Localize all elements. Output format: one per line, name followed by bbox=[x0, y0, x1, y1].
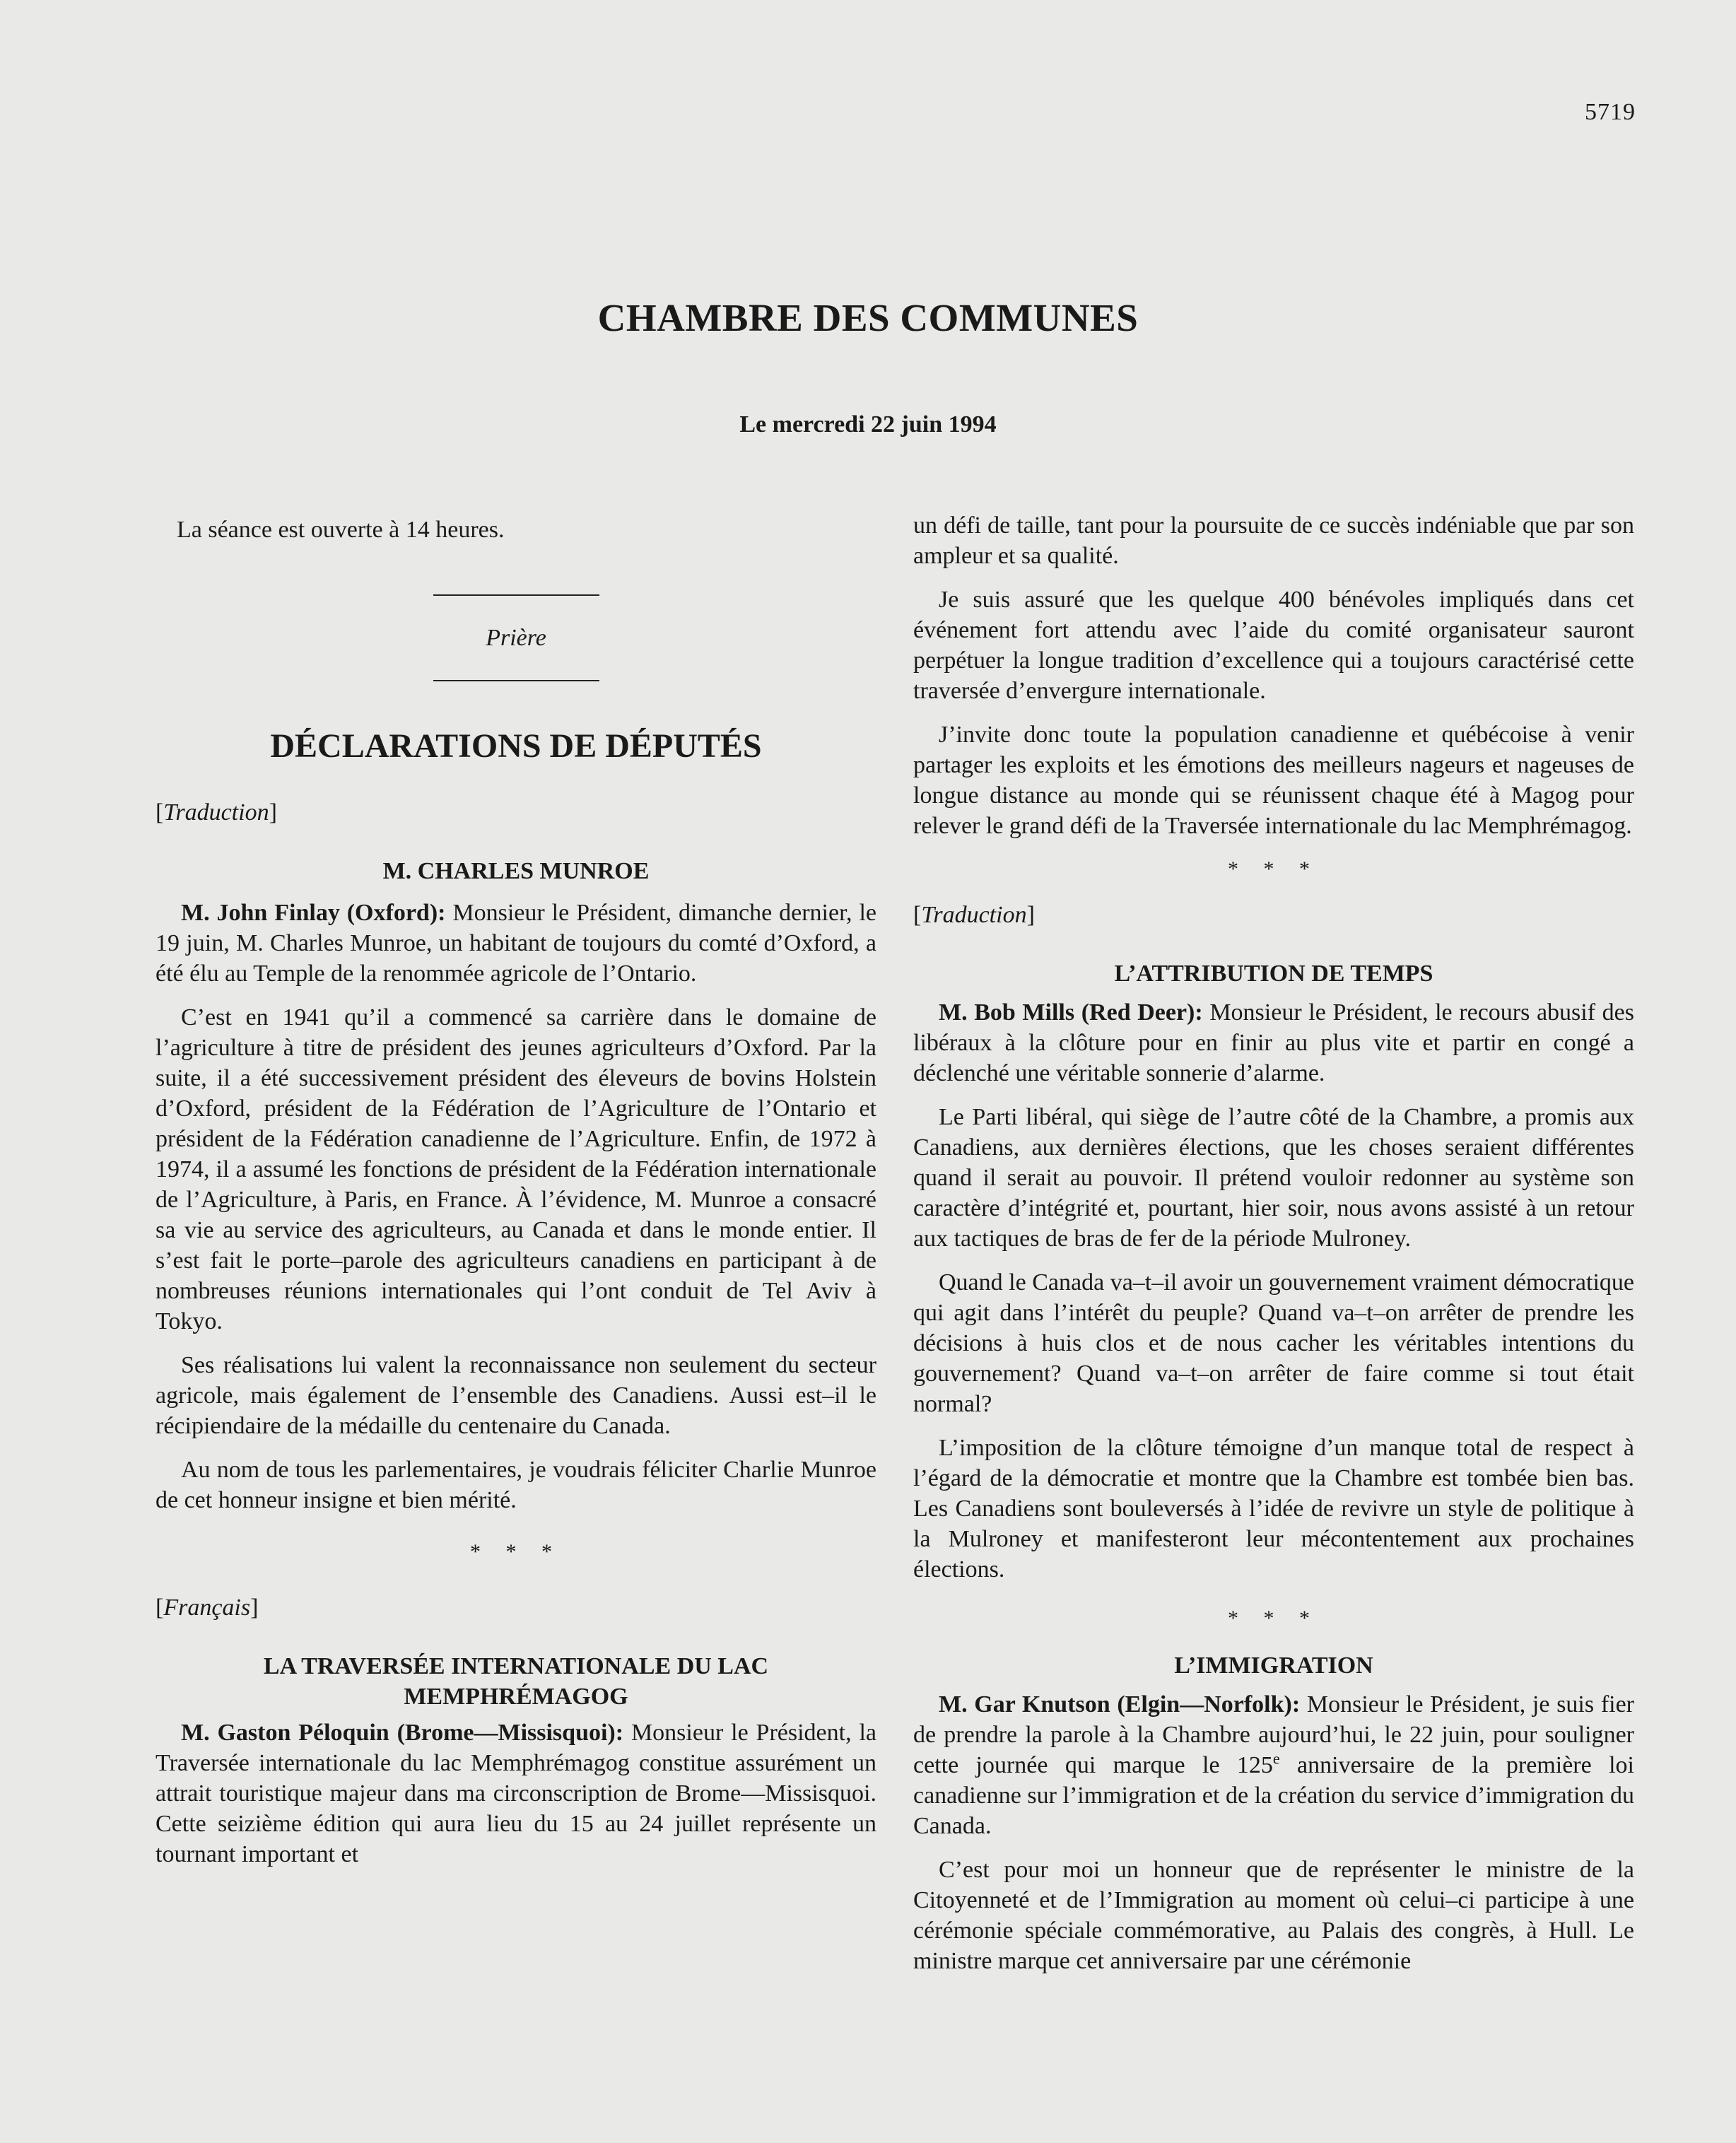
language-tag-text: Traduction bbox=[163, 799, 269, 826]
page-number: 5719 bbox=[1585, 99, 1636, 125]
page-title: CHAMBRE DES COMMUNES bbox=[597, 296, 1139, 339]
statement-paragraph: C’est en 1941 qu’il a commencé sa carrière dans le domaine de l’agriculture à titre de président des jeunes agriculteurs d’Oxford. Par la suite, il a été successivement président des éleveurs de bovins Holstein d’Oxford, président de la Fédération de l’Agriculture de l’Ontario et président de la Fédération canadienne de l’Agriculture. Enfin, de 1972 à 1974, il a assumé les fonctions de président de la Fédération internationale de l’Agriculture, à Paris, en France. À l’évidence, M. Munroe a consacré sa vie au service des agriculteurs, au Canada et dans le monde entier. Il s’est fait le porte–parole des agriculteurs canadiens en participant à de nombreuses réunions internationales qui l’ont conduit de Tel Aviv à Tokyo. bbox=[156, 1004, 876, 1334]
ordinal-suffix: e bbox=[1272, 1749, 1280, 1768]
statement-paragraph bbox=[156, 1718, 876, 1869]
statement-paragraph bbox=[913, 1689, 1634, 1841]
statement-heading: M. CHARLES MUNROE bbox=[382, 858, 650, 884]
sitting-opening: La séance est ouverte à 14 heures. bbox=[177, 517, 505, 543]
statement-paragraph: C’est pour moi un honneur que de représenter le ministre de la Citoyenneté et de l’Immigration au moment où celui–ci participe à une cérémonie spéciale commémorative, au Palais des congrès, à Hull. Le ministre marque cet anniversaire par une cérémonie bbox=[913, 1857, 1634, 1974]
statement-paragraph: Au nom de tous les parlementaires, je voudrais féliciter Charlie Munroe de cet honneur insigne et bien mérité. bbox=[156, 1457, 876, 1513]
separator-stars: * * * bbox=[1228, 1607, 1320, 1630]
language-tag: [Traduction] bbox=[913, 902, 1035, 928]
statement-paragraph: Le Parti libéral, qui siège de l’autre côté de la Chambre, a promis aux Canadiens, aux dernières élections, que les choses seraient différentes quand il serait au pouvoir. Il prétend vouloir redonner au système son caractère d’intégrité et, pourtant, hier soir, nous avons assisté à un retour aux tactiques de bras de fer de la période Mulroney. bbox=[913, 1104, 1634, 1252]
speaker-name: M. Bob Mills (Red Deer): bbox=[939, 999, 1203, 1026]
speaker-name: M. Gaston Péloquin (Brome—Missisquoi): bbox=[181, 1720, 624, 1746]
left-column bbox=[156, 509, 876, 1883]
statement-paragraph bbox=[156, 898, 876, 989]
statement-text: Monsieur le Président, dimanche dernier, le 19 juin, M. Charles Munroe, un habitant de toujours du comté d’Oxford, a été élu au Temple de la renommée agricole de l’Ontario. bbox=[156, 900, 877, 987]
statement-text: Monsieur le Président, la Traversée internationale du lac Memphrémagog constitue assurément un attrait touristique majeur dans ma circonscription de Brome—Missisquoi. Cette seizième édition qui aura lieu du 15 au 24 juillet représente un tournant important et bbox=[156, 1720, 876, 1867]
statement-text: Monsieur le Président, je suis fier de prendre la parole à la Chambre aujourd’hui, le 22 juin, pour souligner cette journée qui marque le 125 bbox=[913, 1691, 1634, 1778]
statement-paragraph: L’imposition de la clôture témoigne d’un manque total de respect à l’égard de la démocratie et montre que la Chambre est tombée bien bas. Les Canadiens sont bouleversés à l’idée de revivre un style de politique à la Mulroney et manifesteront leur mécontentement aux prochaines élections. bbox=[913, 1435, 1634, 1583]
statement-heading: MEMPHRÉMAGOG bbox=[404, 1684, 628, 1710]
language-tag-text: Traduction bbox=[921, 902, 1027, 928]
statement-text: anniversaire de la première loi canadienne sur l’immigration et de la création du service d’immigration du Canada. bbox=[913, 1752, 1634, 1839]
statement-paragraph: Quand le Canada va–t–il avoir un gouvernement vraiment démocratique qui agit dans l’intérêt du peuple? Quand va–t–on arrêter de prendre les décisions à huis clos et de nous cacher les véritables intentions du gouvernement? Quand va–t–on arrêter de faire comme si tout était normal? bbox=[913, 1269, 1634, 1417]
statement-paragraph: J’invite donc toute la population canadienne et québécoise à venir partager les exploits et les émotions des meilleurs nageurs et nageuses de longue distance au monde qui se réunissent chaque été à Magog pour relever le grand défi de la Traversée internationale du lac Memphrémagog. bbox=[913, 722, 1634, 839]
divider-rule bbox=[433, 594, 599, 596]
divider-rule bbox=[433, 680, 599, 681]
statement-text: Monsieur le Président, le recours abusif des libéraux à la clôture pour en finir au plus vite et partir en congé a déclenché une véritable sonnerie d’alarme. bbox=[913, 999, 1635, 1086]
right-column bbox=[913, 510, 1634, 1990]
language-tag: [Traduction] bbox=[156, 799, 277, 826]
statement-heading: L’IMMIGRATION bbox=[1174, 1652, 1373, 1679]
language-tag-text: Français bbox=[163, 1595, 251, 1621]
separator-stars: * * * bbox=[470, 1540, 562, 1563]
speaker-name: M. Gar Knutson (Elgin—Norfolk): bbox=[939, 1691, 1301, 1718]
statement-paragraph: Ses réalisations lui valent la reconnaissance non seulement du secteur agricole, mais également de l’ensemble des Canadiens. Aussi est–il le récipiendaire de la médaille du centenaire du Canada. bbox=[156, 1352, 876, 1439]
statement-paragraph: un défi de taille, tant pour la poursuite de ce succès indéniable que par son ampleur et sa qualité. bbox=[913, 512, 1634, 569]
section-heading: DÉCLARATIONS DE DÉPUTÉS bbox=[270, 727, 762, 765]
statement-heading: L’ATTRIBUTION DE TEMPS bbox=[1114, 961, 1433, 987]
prayer-label: Prière bbox=[486, 625, 546, 651]
speaker-name: M. John Finlay (Oxford): bbox=[181, 900, 446, 926]
statement-paragraph: Je suis assuré que les quelque 400 bénévoles impliqués dans cet événement fort attendu avec l’aide du comité organisateur sauront perpétuer la longue tradition d’excellence qui a toujours caractérisé cette traversée d’envergure internationale. bbox=[913, 587, 1634, 704]
language-tag: [Français] bbox=[156, 1595, 259, 1621]
statement-paragraph bbox=[913, 997, 1634, 1088]
session-date: Le mercredi 22 juin 1994 bbox=[739, 411, 997, 438]
separator-stars: * * * bbox=[1228, 857, 1320, 881]
statement-heading: LA TRAVERSÉE INTERNATIONALE DU LAC bbox=[263, 1653, 769, 1679]
